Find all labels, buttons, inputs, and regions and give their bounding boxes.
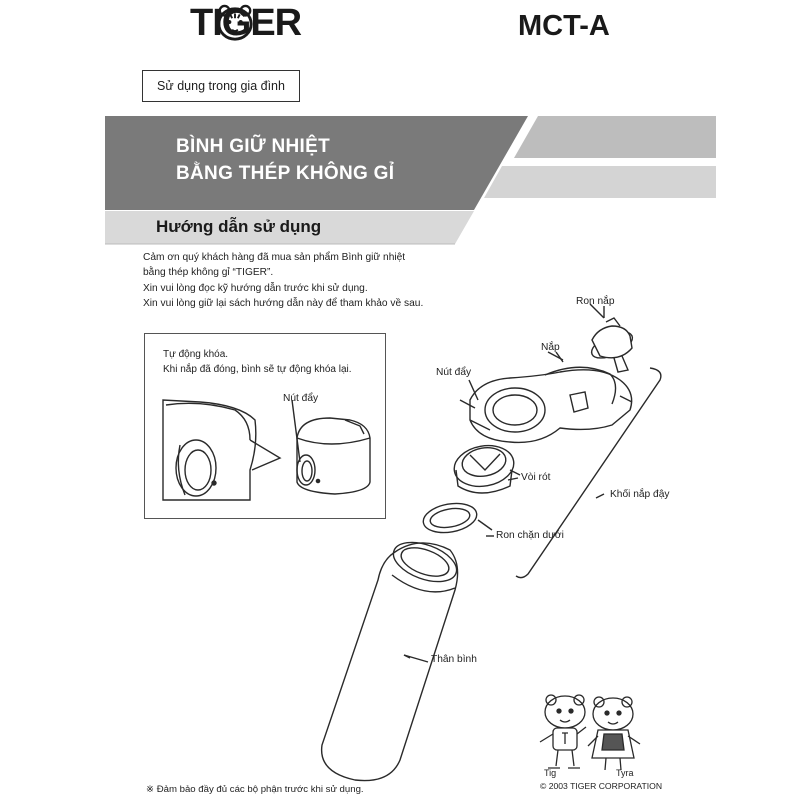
label-lid-gasket: Ron nắp xyxy=(576,296,615,307)
intro-line: Xin vui lòng giữ lại sách hướng dẫn này để tham khảo về sau. xyxy=(143,298,424,310)
intro-line: bằng thép không gỉ “TIGER”. xyxy=(143,267,274,279)
intro-line: Xin vui lòng đọc kỹ hướng dẫn trước khi sử dụng. xyxy=(143,282,368,294)
model-number: MCT-A xyxy=(518,10,610,42)
product-title-line2: BẰNG THÉP KHÔNG GỈ xyxy=(176,163,395,184)
mascot-tyra-icon xyxy=(588,697,640,770)
inset-line2: Khi nắp đã đóng, bình sẽ tự động khóa lại. xyxy=(163,364,352,375)
usage-label: Sử dụng trong gia đình xyxy=(142,70,300,102)
footnote: ※ Đảm bảo đầy đủ các bộ phận trước khi sử dụng. xyxy=(146,784,364,795)
label-lid-assembly: Khối nắp đậy xyxy=(610,489,670,500)
copyright-text: © 2003 TIGER CORPORATION xyxy=(540,781,663,791)
mascot-tig-icon xyxy=(540,695,586,768)
label-bottom-gasket: Ron chặn dưới xyxy=(496,530,564,541)
guide-title: Hướng dẫn sử dụng xyxy=(156,217,322,236)
inset-line1: Tự động khóa. xyxy=(163,349,229,360)
product-title-line1: BÌNH GIỮ NHIỆT xyxy=(176,136,331,157)
inset-push-button-label: Nút đẩy xyxy=(283,393,319,404)
mascot-tyra-label: Tyra xyxy=(616,768,634,778)
label-lid: Nắp xyxy=(541,342,560,353)
brand-name: TIGER xyxy=(190,2,302,44)
label-push-button: Nút đẩy xyxy=(436,367,472,378)
label-spout: Vòi rót xyxy=(521,472,551,483)
intro-line: Cảm ơn quý khách hàng đã mua sản phẩm Bình giữ nhiệt xyxy=(143,252,406,263)
mascot-tig-label: Tig xyxy=(544,768,557,778)
label-bottle-body: Thân bình xyxy=(431,654,477,665)
